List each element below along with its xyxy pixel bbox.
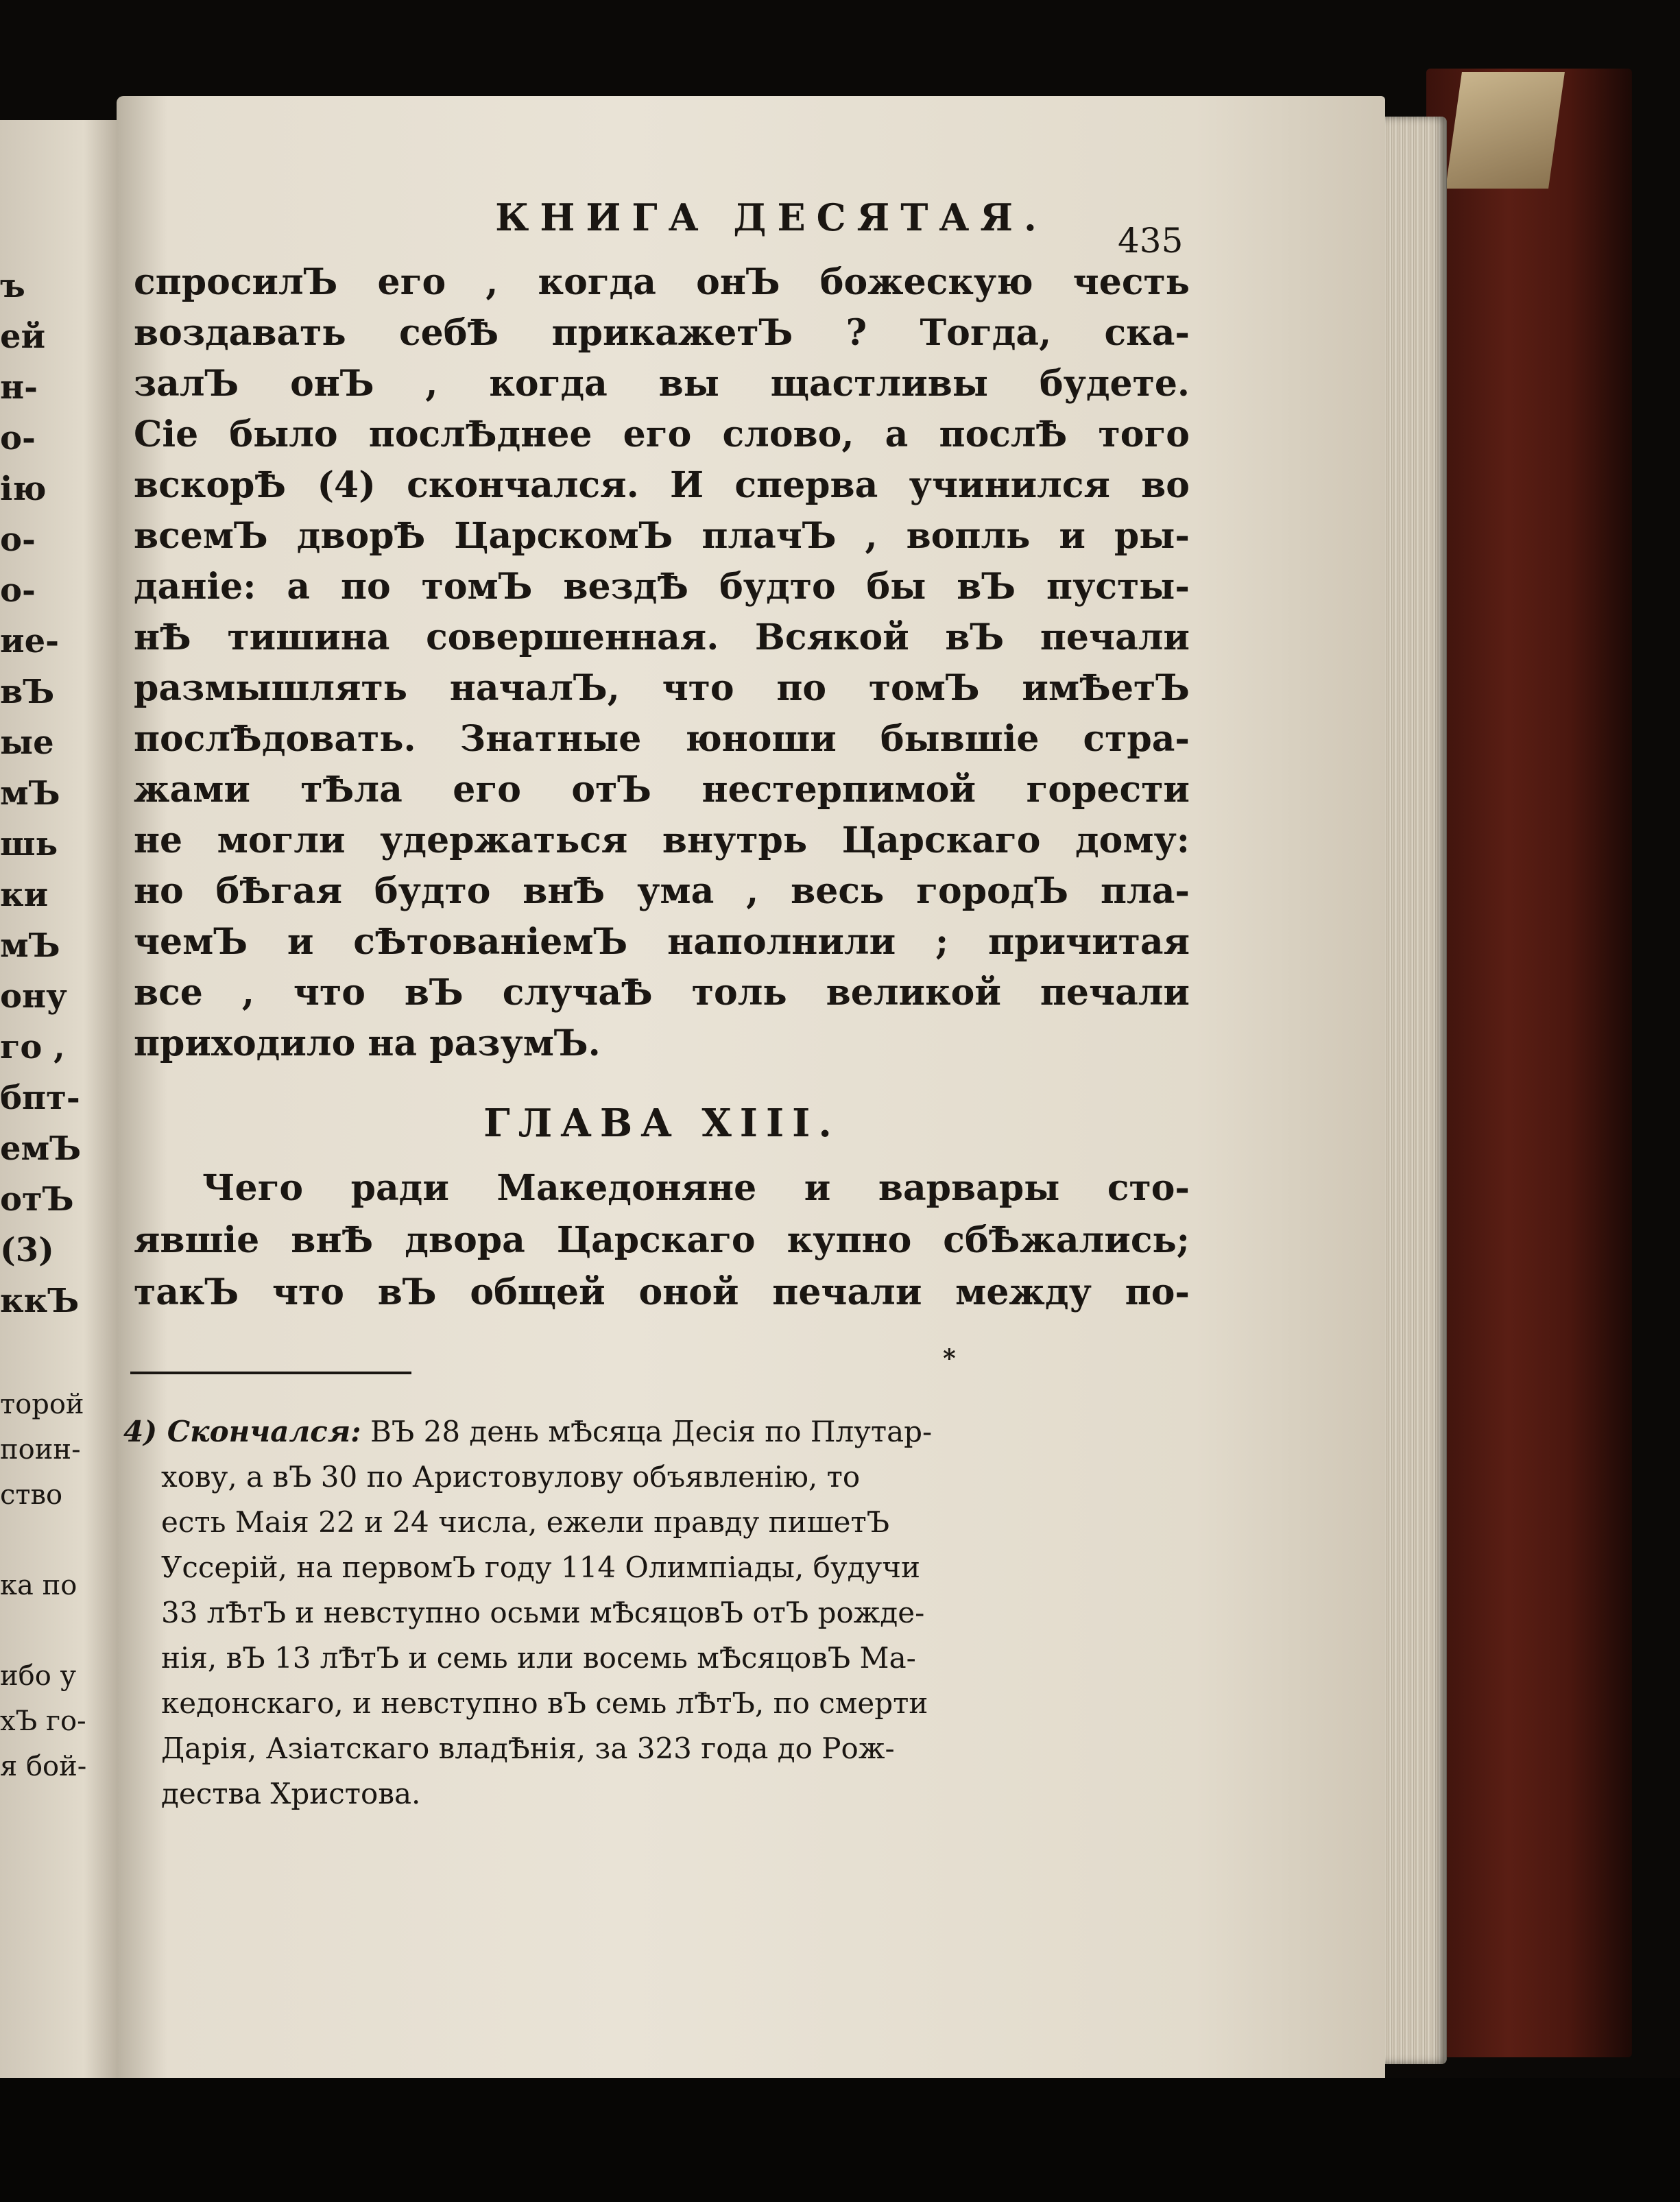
left-fragment-line: го , — [0, 1028, 65, 1066]
left-footnote-line: ство — [0, 1479, 63, 1511]
left-fragment-line: емЪ — [0, 1129, 82, 1168]
left-fragment-line: вЪ — [0, 673, 55, 711]
footnote-line: кедонскаго, и невступно вЪ семь лѢтЪ, по смерти — [161, 1686, 928, 1720]
body-line: залЪ онЪ , когда вы щастливы будете. — [134, 363, 1190, 405]
left-footnote-line: поин- — [0, 1434, 81, 1465]
left-fragment-line: о- — [0, 520, 36, 559]
left-footnote-line: я бой- — [0, 1751, 87, 1782]
body-line: Сie было послѢднее его слово, а послѢ того — [134, 414, 1190, 455]
left-fragment-line: о- — [0, 571, 36, 610]
left-fragment-line: ону — [0, 977, 67, 1016]
background-shadow — [0, 2078, 1680, 2202]
left-fragment-line: мЪ — [0, 926, 60, 965]
footnote — [123, 1409, 1179, 1817]
chapter-heading: ГЛАВА XIII. — [483, 1101, 840, 1146]
left-footnote-line: ибо у — [0, 1660, 77, 1692]
footnote-line: Уссерiй, на первомЪ году 114 Олимпiады, будучи — [161, 1551, 920, 1584]
body-line: жами тѢла его отЪ нестерпимой горести — [134, 769, 1190, 811]
summary-line: Чего ради Македоняне и варвары сто- — [202, 1167, 1190, 1209]
left-footnote-line — [0, 1518, 117, 1563]
cover-corner — [1445, 72, 1565, 189]
footnote-line: есть Маiя 22 и 24 числа, ежели правду пишетЪ — [161, 1505, 890, 1539]
footnote-line — [123, 1409, 1179, 1455]
body-line: данie: а по томЪ вездѢ будто бы вЪ пусты- — [134, 566, 1190, 608]
footnote-line: нiя, вЪ 13 лѢтЪ и семь или восемь мѢсяцовЪ Ма- — [161, 1641, 916, 1675]
footnote-line: дества Христова. — [161, 1777, 421, 1810]
left-fragment-line: (3) — [0, 1231, 54, 1269]
running-header: КНИГА ДЕСЯТАЯ. — [495, 195, 1048, 239]
left-footnote-line: торой — [0, 1389, 84, 1420]
book-cover-right — [1426, 69, 1632, 2057]
footnote-label: 4) Скончался: — [123, 1415, 361, 1448]
summary-line: такЪ что вЪ общей оной печали между по- — [134, 1271, 1190, 1313]
left-fragment-line: шь — [0, 825, 58, 863]
body-line: нѢ тишина совершенная. Всякой вЪ печали — [134, 617, 1190, 658]
left-page-footnote — [0, 1382, 117, 1789]
left-fragment-line: о- — [0, 419, 36, 457]
signature-mark: * — [943, 1344, 956, 1373]
summary-line: явшie внѢ двора Царскаго купно сбѢжались; — [134, 1219, 1190, 1261]
page-number: 435 — [1118, 221, 1184, 261]
chapter-summary — [134, 1162, 1190, 1319]
left-footnote-line: хЪ го- — [0, 1706, 86, 1737]
footnote-line: 33 лѢтЪ и невступно осьми мѢсяцовЪ отЪ рожде- — [161, 1596, 925, 1629]
body-line: все , что вЪ случаѢ толь великой печали — [134, 972, 1190, 1014]
body-line: воздавать себѢ прикажетЪ ? Тогда, ска- — [134, 312, 1190, 354]
footnote-line: хову, а вЪ 30 по Аристовулову объявленiю, то — [161, 1460, 861, 1494]
body-text — [134, 257, 1190, 1069]
left-fragment-line: ккЪ — [0, 1282, 80, 1320]
footnote-text: ВЪ 28 день мѢсяца Десiя по Плутар- — [370, 1415, 933, 1448]
body-line: вскорѢ (4) скончался. И сперва учинился во — [134, 464, 1190, 506]
body-line: приходило на разумЪ. — [134, 1022, 601, 1064]
footnote-line: Дарiя, Азiатскаго владѢнiя, за 323 года до Рож- — [161, 1732, 895, 1765]
left-fragment-line: ые — [0, 723, 54, 762]
left-fragment-line: бпт- — [0, 1079, 80, 1117]
left-fragment-line: ие- — [0, 622, 60, 660]
left-fragment-line: мЪ — [0, 774, 60, 813]
left-footnote-line — [0, 1608, 117, 1653]
body-line: чемЪ и сѢтованieмЪ наполнили ; причитая — [134, 921, 1190, 963]
left-fragment-line: ки — [0, 876, 49, 914]
left-page-text — [0, 261, 117, 1326]
left-fragment-line: ію — [0, 470, 47, 508]
body-line: не могли удержаться внутрь Царскаго дому: — [134, 819, 1190, 861]
body-line: размышлять началЪ, что по томЪ имѢетЪ — [134, 667, 1190, 709]
left-fragment-line: ей — [0, 318, 46, 356]
body-line: спросилЪ его , когда онЪ божескую честь — [134, 261, 1190, 303]
body-line: но бѢгая будто внѢ ума , весь городЪ пла- — [134, 870, 1190, 912]
left-footnote-line: ка по — [0, 1570, 77, 1601]
footnote-rule — [130, 1372, 411, 1374]
body-line: всемЪ дворѢ ЦарскомЪ плачЪ , вопль и ры- — [134, 515, 1190, 557]
left-fragment-line: н- — [0, 368, 38, 407]
left-fragment-line: ъ — [0, 267, 25, 305]
body-line: послѢдовать. Знатные юноши бывшie стра- — [134, 718, 1190, 760]
left-fragment-line: отЪ — [0, 1180, 74, 1219]
